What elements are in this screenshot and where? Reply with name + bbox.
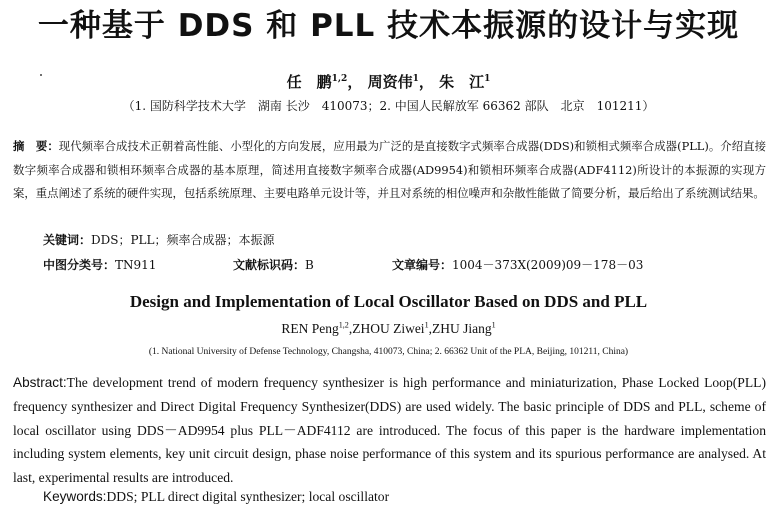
english-keywords <box>43 488 743 506</box>
english-title: Design and Implementation of Local Oscillator Based on DDS and PLL <box>129 292 648 311</box>
author-separator: ， <box>347 73 363 91</box>
clc-number <box>43 256 156 274</box>
document-code-value: B <box>305 258 314 272</box>
document-code-label: 文献标识码： <box>233 258 306 272</box>
author-affiliation-mark: 1 <box>484 74 491 84</box>
article-number-value: 1004－373X(2009)09－178－03 <box>452 258 644 272</box>
document-code <box>233 256 314 274</box>
article-number-label: 文章编号： <box>392 258 453 272</box>
chinese-keywords <box>43 231 743 249</box>
english-abstract <box>13 371 766 490</box>
author-name: 朱 江 <box>439 73 485 91</box>
english-abstract-text: The development trend of modern frequency synthesizer is high performance and miniaturization, Phase Locked Loop(PLL) frequency synthesizer and Direct Digital Frequency Synthesizer(DDS) are used widely. The basic principle of DDS and PLL, scheme of local oscillator using DDS－AD9954 plus PLL－ADF4112 are introduced. The focus of this paper is the hardware implementation including system elements, key unit circuit design, phase noise performance of this system and its spurious performance are analysed. At last, experimental results are introduced. <box>13 375 766 486</box>
author-separator: , <box>348 321 353 336</box>
clc-label: 中图分类号： <box>43 258 116 272</box>
english-keywords-label: Keywords: <box>43 489 107 504</box>
author-name: 任 鹏 <box>286 73 332 91</box>
chinese-abstract-text: 现代频率合成技术正朝着高性能、小型化的方向发展，应用最为广泛的是直接数字式频率合成器(DDS)和锁相式频率合成器(PLL)。介绍直接数字频率合成器和锁相环频率合成器的基本原理，简述用直接数字频率合成器(AD9954)和锁相环频率合成器(ADF4112)所设计的本振源的实现方案，重点阐述了系统的硬件实现，包括系统原理、主要电路单元设计等，并且对系统的相位噪声和杂散性能做了简要分析，最后给出了系统测试结果。 <box>13 139 766 200</box>
author-name: REN Peng <box>281 321 339 336</box>
author-name: 周资伟 <box>367 73 413 91</box>
author-name: ZHOU Ziwei <box>352 321 425 336</box>
chinese-abstract <box>13 135 766 206</box>
author-affiliation-mark: 1 <box>491 320 496 330</box>
author-affiliation-mark: 1 <box>412 74 419 84</box>
chinese-abstract-label: 摘 要： <box>13 139 59 153</box>
english-keywords-text: DDS; PLL direct digital synthesizer; local oscillator <box>106 489 390 504</box>
chinese-keywords-label: 关键词： <box>43 233 92 247</box>
author-name: ZHU Jiang <box>431 321 492 336</box>
author-affiliation-mark: 1,2 <box>331 74 348 84</box>
chinese-affiliation: （1. 国防科学技术大学 湖南 长沙 410073；2. 中国人民解放军 66362 部队 北京 101211） <box>122 99 655 113</box>
chinese-title: 一种基于 DDS 和 PLL 技术本振源的设计与实现 <box>37 8 740 44</box>
english-author-list <box>0 320 777 338</box>
author-separator: ， <box>418 73 434 91</box>
clc-value: TN911 <box>115 258 157 272</box>
english-abstract-label: Abstract: <box>13 375 67 390</box>
author-affiliation-mark: 1,2 <box>338 320 349 330</box>
chinese-keywords-text: DDS；PLL；频率合成器；本振源 <box>91 233 275 247</box>
author-separator: , <box>428 321 432 336</box>
chinese-author-list <box>0 72 777 92</box>
article-number <box>392 256 643 274</box>
author-affiliation-mark: 1 <box>424 320 429 330</box>
english-affiliation: (1. National University of Defense Technology, Changsha, 410073, China; 2. 66362 Unit of the PLA, Beijing, 101211, China) <box>148 347 629 357</box>
